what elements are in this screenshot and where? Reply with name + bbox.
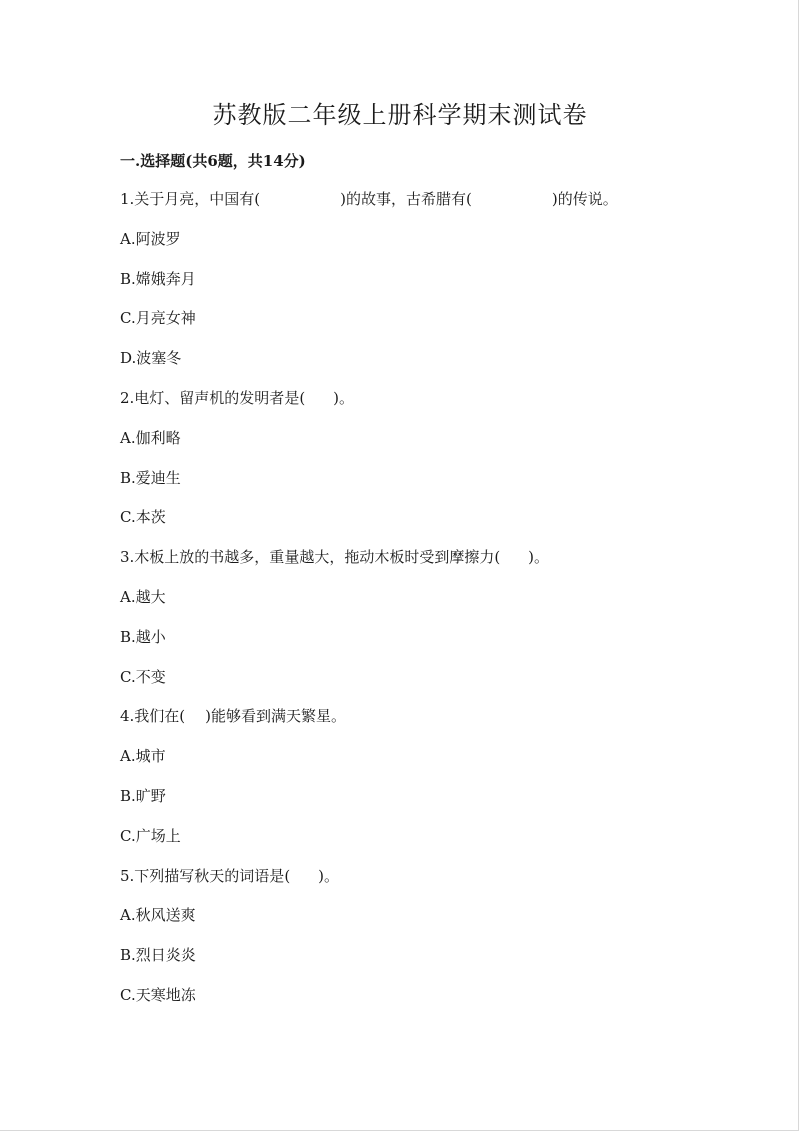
question-list [120,185,720,1021]
answer-option: B.烈日炎炎 [120,946,196,965]
question-stem [120,543,720,583]
answer-option: A.秋风送爽 [120,906,196,925]
question-text: )能够看到满天繁星。 [205,707,347,726]
answer-option: C.不变 [120,667,166,686]
answer-option: B.嫦娥奔月 [120,269,196,288]
answer-blank [472,189,552,204]
answer-blank [305,388,333,403]
question-stem [120,185,720,225]
question-text: 5.下列描写秋天的词语是( [120,866,291,885]
answer-option: A.伽利略 [120,428,181,447]
answer-blank [185,706,205,721]
answer-blank [500,547,528,562]
question-text: )。 [528,548,550,567]
answer-option: A.越大 [120,587,166,606]
answer-option: C.本茨 [120,508,166,527]
page-title: 苏教版二年级上册科学期末测试卷 [212,101,588,129]
question-text: 2.电灯、留声机的发明者是( [120,388,306,407]
answer-option: B.爱迪生 [120,468,181,487]
answer-blank [260,189,340,204]
answer-option: C.广场上 [120,826,181,845]
question-text: 3.木板上放的书越多，重量越大，拖动木板时受到摩擦力( [120,548,501,567]
question-text: )的故事，古希腊有( [340,190,472,208]
answer-option: B.旷野 [120,786,166,805]
question-stem [120,862,720,902]
answer-option: C.月亮女神 [120,309,196,328]
question-text: )。 [318,866,340,885]
answer-option: C.天寒地冻 [120,985,196,1004]
answer-option: B.越小 [120,627,166,646]
answer-option: D.波塞冬 [120,349,182,368]
question-text: )。 [333,388,355,407]
answer-blank [290,866,318,881]
question-text: 4.我们在( [120,707,186,726]
answer-option: A.阿波罗 [120,229,181,248]
section-heading: 一.选择题(共6题，共14分) [120,152,306,170]
question-stem [120,384,720,424]
question-text: )的传说。 [551,190,618,208]
question-stem [120,702,720,742]
question-text: 1.关于月亮，中国有( [120,190,261,208]
answer-option: A.城市 [120,747,166,766]
